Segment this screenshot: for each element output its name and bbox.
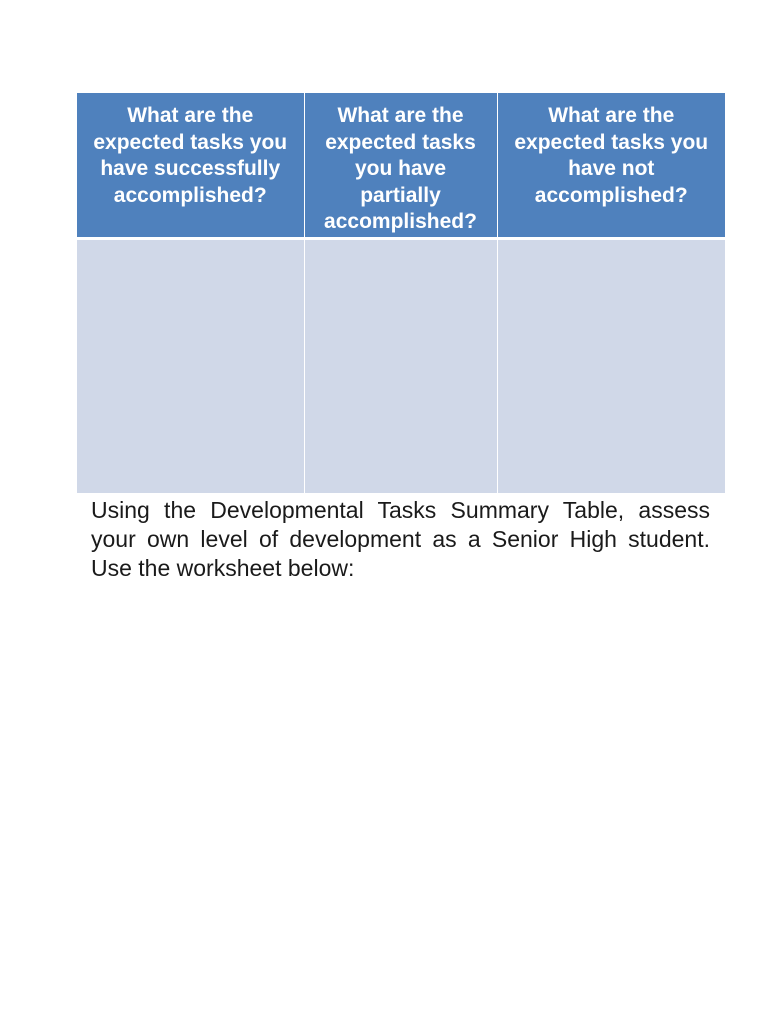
header-not-accomplished: What are the expected tasks you have not accomplished? (497, 93, 725, 239)
header-partially-accomplished: What are the expected tasks you have partially accomplished? (304, 93, 497, 239)
developmental-tasks-worksheet-table (77, 93, 725, 493)
cell-successfully-accomplished[interactable] (77, 239, 304, 494)
table-row (77, 239, 725, 494)
cell-partially-accomplished[interactable] (304, 239, 497, 494)
instructions-paragraph: Using the Developmental Tasks Summary Table, assess your own level of development as a Senior High student. Use the worksheet below: (91, 497, 710, 581)
header-successfully-accomplished: What are the expected tasks you have successfully accomplished? (77, 93, 304, 239)
cell-not-accomplished[interactable] (497, 239, 725, 494)
table-header-row (77, 93, 725, 239)
